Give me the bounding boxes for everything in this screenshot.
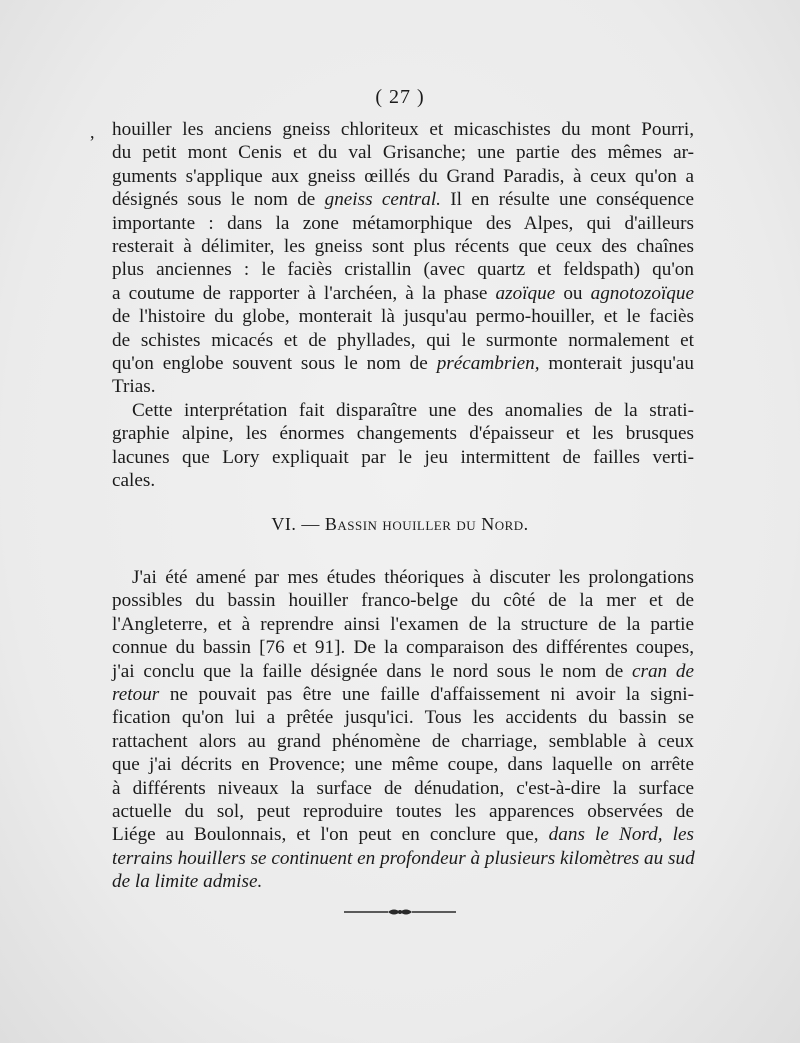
text-run: ou <box>555 282 591 304</box>
italic-term: gneiss central. <box>324 189 441 211</box>
text-line: lacunes que Lory expliquait par le jeu intermittent de failles verti- <box>112 446 694 468</box>
italic-term: cran de <box>631 660 694 682</box>
section-title: Bassin houiller du Nord. <box>324 514 529 534</box>
text-line: de schistes micacés et de phyllades, qui le surmonte normalement et <box>112 329 694 351</box>
text-line: plus anciennes : le faciès cristallin (avec quartz et feldspath) qu'on <box>112 259 694 281</box>
text-line: houiller les anciens gneiss chloriteux et micaschistes du mont Pourri, <box>112 119 694 140</box>
text-line: de la limite admise. <box>112 871 263 893</box>
text-line <box>112 660 694 683</box>
text-line <box>112 188 694 211</box>
page-number: ( 27 ) <box>375 86 425 108</box>
text-line: de l'histoire du globe, monterait là jusqu'au permo-houiller, et le faciès <box>112 306 694 328</box>
text-line: Trias. <box>112 376 156 398</box>
text-line: l'Angleterre, et à reprendre ainsi l'examen de la structure de la partie <box>112 613 694 635</box>
italic-term: azoïque <box>495 282 556 304</box>
text-line: à différents niveaux la surface de dénudation, c'est-à-dire la surface <box>112 777 694 799</box>
ornament-divider-icon <box>344 906 456 918</box>
text-run: qu'on englobe souvent sous le nom de <box>112 353 437 375</box>
paragraph-2 <box>112 399 694 493</box>
text-run: désignés sous le nom de <box>112 189 325 211</box>
text-line: possibles du bassin houiller franco-belge du côté de la mer et de <box>112 590 694 612</box>
text-line <box>112 823 694 846</box>
italic-term: retour <box>112 684 160 706</box>
italic-term: agnotozoïque <box>590 282 695 304</box>
text-line: terrains houillers se continuent en profondeur à plusieurs kilomètres au sud <box>112 847 695 869</box>
text-line: graphie alpine, les énormes changements d'épaisseur et les brusques <box>112 423 694 445</box>
text-line: importante : dans la zone métamorphique des Alpes, qui d'ailleurs <box>112 212 694 234</box>
text-line: connue du bassin [76 et 91]. De la comparaison des différentes coupes, <box>112 637 694 659</box>
paragraph-1 <box>112 118 694 399</box>
text-line: que j'ai décrits en Provence; une même coupe, dans laquelle on arrête <box>112 754 694 776</box>
text-line: fication qu'on lui a prêtée jusqu'ici. Tous les accidents du bassin se <box>112 707 694 729</box>
text-run: monterait jusqu'au <box>539 353 694 375</box>
text-line: actuelle du sol, peut reproduire toutes les apparences observées de <box>112 801 694 823</box>
margin-mark: , <box>90 122 95 142</box>
text-line: J'ai été amené par mes études théoriques à discuter les prolongations <box>132 567 694 588</box>
text-line: resterait à délimiter, les gneiss sont plus récents que ceux des chaînes <box>112 236 694 258</box>
text-line <box>112 352 694 375</box>
section-heading <box>0 514 800 535</box>
text-run: ne pouvait pas être une faille d'affaissement ni avoir la signi- <box>159 684 694 706</box>
text-line: guments s'applique aux gneiss œillés du Grand Paradis, à ceux qu'on a <box>112 165 694 187</box>
text-line <box>112 683 694 706</box>
text-line: Cette interprétation fait disparaître une des anomalies de la strati- <box>132 400 694 421</box>
paragraph-3 <box>112 566 694 894</box>
text-line: cales. <box>112 470 156 492</box>
text-run: Il en résulte une conséquence <box>440 189 694 211</box>
text-run: a coutume de rapporter à l'archéen, à la phase <box>112 282 496 304</box>
text-line <box>112 282 694 305</box>
text-run: j'ai conclu que la faille désignée dans le nord sous le nom de <box>112 660 632 682</box>
text-line: rattachent alors au grand phénomène de charriage, semblable à ceux <box>112 730 694 752</box>
text-run: Liége au Boulonnais, et l'on peut en conclure que, <box>112 824 549 846</box>
section-number: VI. — <box>271 514 325 534</box>
italic-term: dans le Nord, les <box>548 824 695 846</box>
text-line: du petit mont Cenis et du val Grisanche; une partie des mêmes ar- <box>112 142 694 164</box>
italic-term: précambrien, <box>436 353 540 375</box>
